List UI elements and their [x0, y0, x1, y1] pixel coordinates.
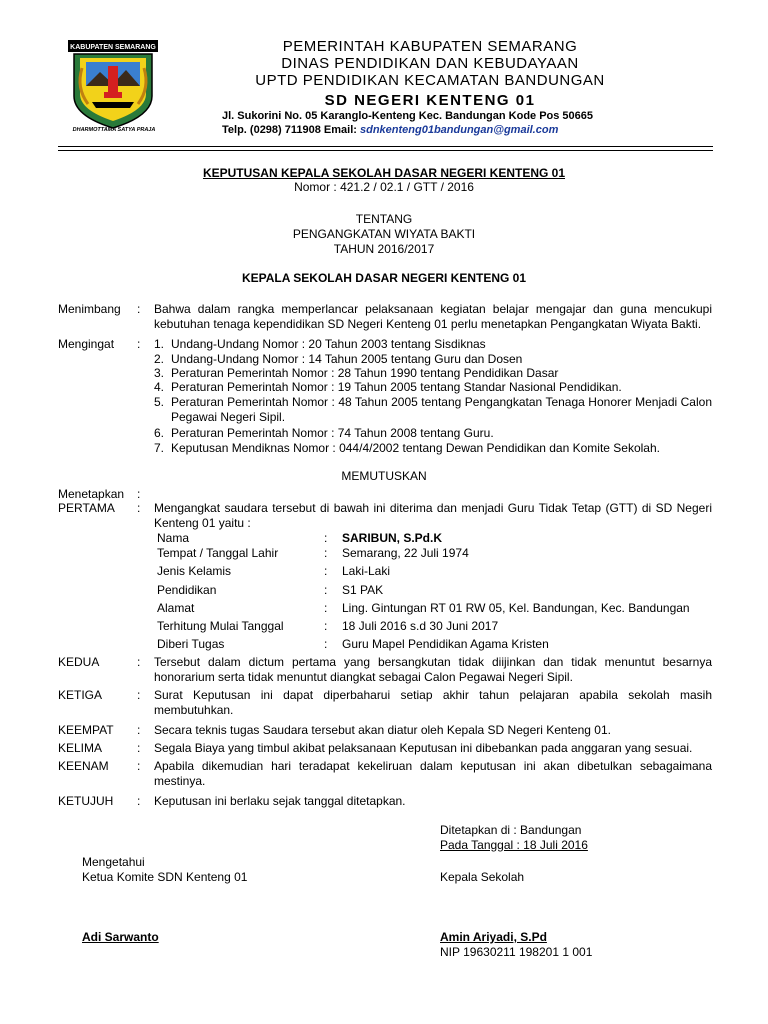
colon: :: [137, 655, 141, 669]
detail-key: Nama: [157, 531, 190, 545]
decree-number: Nomor : 421.2 / 02.1 / GTT / 2016: [294, 180, 474, 194]
list-number: 7.: [154, 441, 165, 455]
decree-heading: KEPUTUSAN KEPALA SEKOLAH DASAR NEGERI KENTENG 01: [202, 166, 566, 180]
clause-label: KETUJUH: [58, 794, 114, 808]
colon: :: [324, 531, 328, 545]
detail-value: Guru Mapel Pendidikan Agama Kristen: [342, 637, 549, 651]
detail-key: Jenis Kelamis: [157, 564, 232, 578]
tentang-label: TENTANG: [355, 212, 413, 226]
colon: :: [137, 487, 141, 501]
list-item: Peraturan Pemerintah Nomor : 19 Tahun 2005 tentang Standar Nasional Pendidikan.: [171, 380, 622, 394]
authority-heading: KEPALA SEKOLAH DASAR NEGERI KENTENG 01: [241, 271, 527, 285]
menetapkan-label: Menetapkan: [58, 487, 125, 501]
clause-label: KEDUA: [58, 655, 100, 669]
detail-value: Semarang, 22 Juli 1974: [342, 546, 469, 560]
list-number: 4.: [154, 380, 165, 394]
list-item: Peraturan Pemerintah Nomor : 28 Tahun 1990 tentang Pendidikan Dasar: [171, 366, 559, 380]
komite-name: Adi Sarwanto: [82, 930, 159, 944]
mengingat-label: Mengingat: [58, 337, 115, 351]
clause-text: Keputusan ini berlaku sejak tanggal ditetapkan.: [154, 794, 406, 808]
letterhead-line1: PEMERINTAH KABUPATEN SEMARANG: [282, 38, 578, 55]
school-name: SD NEGERI KENTENG 01: [324, 92, 536, 109]
detail-key: Pendidikan: [157, 583, 217, 597]
detail-key: Diberi Tugas: [157, 637, 225, 651]
detail-key: Tempat / Tanggal Lahir: [157, 546, 279, 560]
pertama-text: Mengangkat saudara tersebut di bawah ini diterima dan menjadi Guru Tidak Tetap (GTT) di SD Negeri Kenteng 01 yaitu :: [154, 501, 712, 530]
menimbang-label: Menimbang: [58, 302, 121, 316]
colon: :: [324, 583, 328, 597]
pada-tanggal: Pada Tanggal : 18 Juli 2016: [440, 838, 588, 852]
list-number: 6.: [154, 426, 165, 440]
list-item: Undang-Undang Nomor : 14 Tahun 2005 tentang Guru dan Dosen: [171, 352, 523, 366]
colon: :: [137, 741, 141, 755]
logo-motto: DHARMOTTAMA SATYA PRAJA: [72, 127, 156, 133]
header-rule: [58, 146, 713, 147]
regency-logo: [66, 38, 160, 134]
list-number: 2.: [154, 352, 165, 366]
kepala-title: Kepala Sekolah: [440, 870, 525, 884]
detail-key: Terhitung Mulai Tanggal: [157, 619, 284, 633]
detail-value: Laki-Laki: [342, 564, 391, 578]
detail-value: 18 Juli 2016 s.d 30 Juni 2017: [342, 619, 499, 633]
phone-label: Telp. (0298) 711908 Email:: [222, 124, 360, 136]
clause-text: Secara teknis tugas Saudara tersebut akan diatur oleh Kepala SD Negeri Kenteng 01.: [154, 723, 611, 737]
list-item: Peraturan Pemerintah Nomor : 74 Tahun 2008 tentang Guru.: [171, 426, 494, 440]
clause-text: Apabila dikemudian hari teradapat kekeliruan dalam keputusan ini akan dibetulkan sebagaimana mestinya.: [154, 759, 712, 788]
ditetapkan-di: Ditetapkan di : Bandungan: [440, 823, 582, 837]
mengetahui-label: Mengetahui: [82, 855, 145, 869]
detail-key: Alamat: [157, 601, 195, 615]
colon: :: [137, 337, 141, 351]
clause-text: Tersebut dalam dictum pertama yang bersangkutan tidak diijinkan dan tidak menuntut besarnya honorarium serta tidak menuntut diangkat sebagai Calon Pegawai Negeri Sipil.: [154, 655, 712, 684]
colon: :: [137, 302, 141, 316]
decree-year: TAHUN 2016/2017: [333, 242, 435, 256]
menimbang-text: Bahwa dalam rangka memperlancar pelaksanaan kegiatan belajar mengajar dan guna mencukupi kebutuhan tenaga kependidikan SD Negeri Kenteng 01 perlu menetapkan Pengangkatan Wiyata Bakti.: [154, 302, 712, 331]
decree-subject: PENGANGKATAN WIYATA BAKTI: [292, 227, 476, 241]
clause-text: Segala Biaya yang timbul akibat pelaksanaan Keputusan ini dibebankan pada anggaran yang sesuai.: [154, 741, 693, 755]
clause-text: Surat Keputusan ini dapat diperbaharui setiap akhir tahun pelajaran apabila sekolah masih membutuhkan.: [154, 688, 712, 717]
clause-label: KETIGA: [58, 688, 103, 702]
letterhead-line2: DINAS PENDIDIKAN DAN KEBUDAYAAN: [281, 55, 579, 72]
detail-value: SARIBUN, S.Pd.K: [342, 531, 443, 545]
colon: :: [137, 688, 141, 702]
header-rule-thin: [58, 150, 713, 151]
colon: :: [137, 501, 141, 515]
colon: :: [137, 723, 141, 737]
colon: :: [137, 759, 141, 773]
logo-caption: KABUPATEN SEMARANG: [70, 44, 156, 51]
school-address: Jl. Sukorini No. 05 Karanglo-Kenteng Kec. Bandungan Kode Pos 50665: [222, 110, 594, 122]
clause-label: KELIMA: [58, 741, 103, 755]
colon: :: [137, 794, 141, 808]
kepala-name: Amin Ariyadi, S.Pd: [440, 930, 547, 944]
colon: :: [324, 564, 328, 578]
colon: :: [324, 619, 328, 633]
colon: :: [324, 601, 328, 615]
detail-value: S1 PAK: [342, 583, 384, 597]
komite-title: Ketua Komite SDN Kenteng 01: [82, 870, 248, 884]
clause-label: KEEMPAT: [58, 723, 114, 737]
colon: :: [324, 637, 328, 651]
list-item: Peraturan Pemerintah Nomor : 48 Tahun 2005 tentang Pengangkatan Tenaga Honorer Menjadi Calon Pegawai Negeri Sipil.: [171, 395, 712, 424]
email-link[interactable]: sdnkenteng01bandungan@gmail.com: [359, 124, 559, 136]
detail-value: Ling. Gintungan RT 01 RW 05, Kel. Bandungan, Kec. Bandungan: [342, 601, 690, 615]
kepala-nip: NIP 19630211 198201 1 001: [440, 945, 593, 959]
list-item: Keputusan Mendiknas Nomor : 044/4/2002 tentang Dewan Pendidikan dan Komite Sekolah.: [171, 441, 660, 455]
list-item: Undang-Undang Nomor : 20 Tahun 2003 tentang Sisdiknas: [171, 337, 486, 351]
list-number: 5.: [154, 395, 165, 409]
list-number: 3.: [154, 366, 165, 380]
clause-label: KEENAM: [58, 759, 109, 773]
letterhead-line3: UPTD PENDIDIKAN KECAMATAN BANDUNGAN: [255, 72, 605, 89]
pertama-label: PERTAMA: [58, 501, 115, 515]
memutuskan-heading: MEMUTUSKAN: [341, 469, 427, 483]
colon: :: [324, 546, 328, 560]
school-contact: [222, 124, 558, 136]
list-number: 1.: [154, 337, 165, 351]
